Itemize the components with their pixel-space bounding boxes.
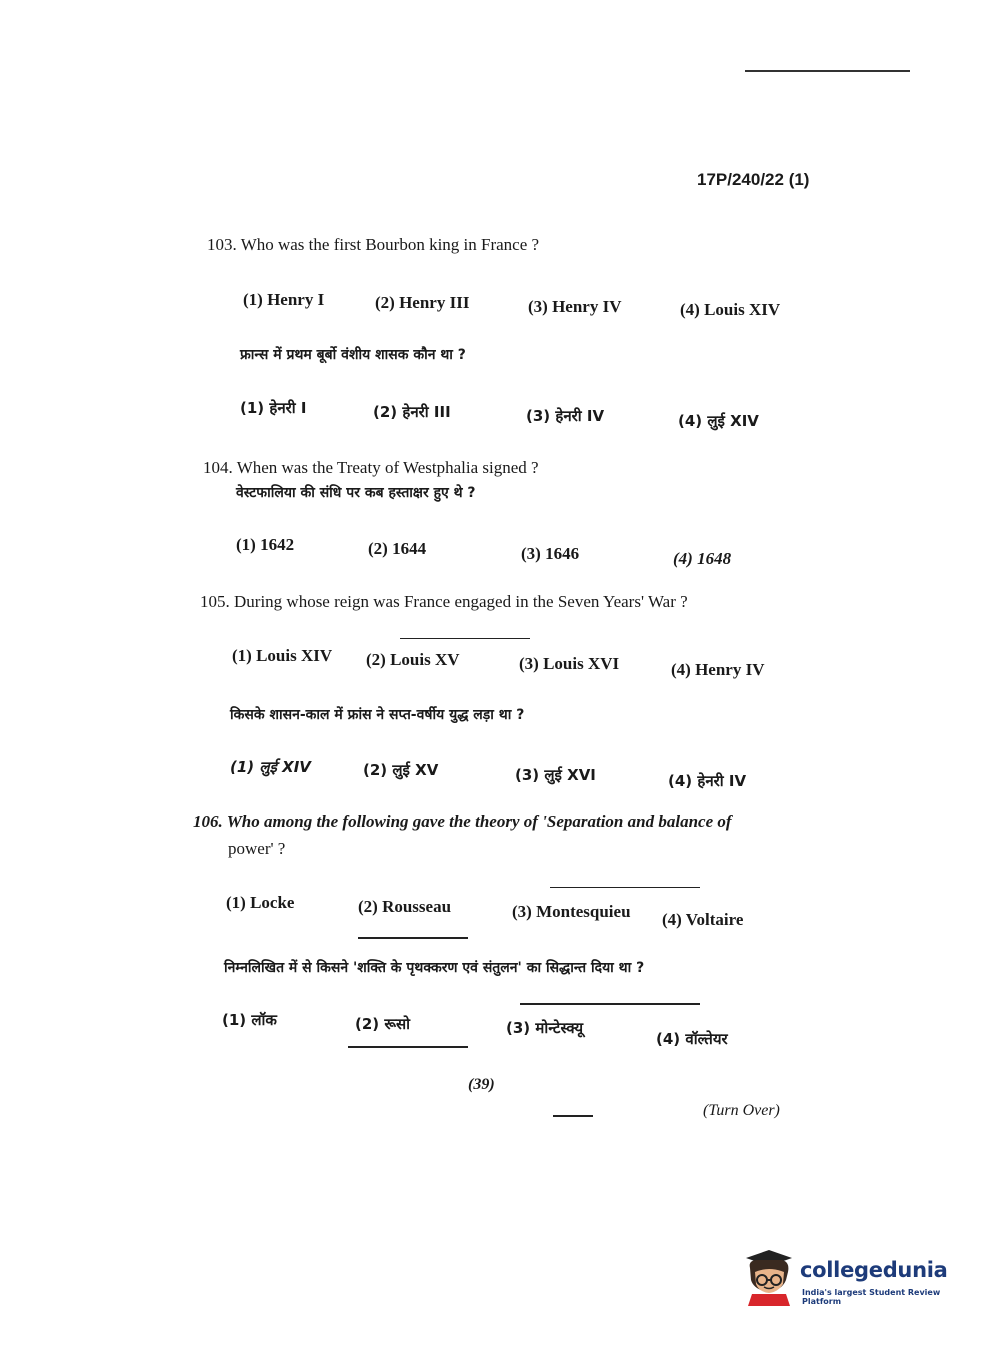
q106-hi-option-3: (3) मोन्टेस्क्यू [506,1019,584,1037]
q105-option-2: (2) Louis XV [366,650,460,669]
turn-over-note: (Turn Over) [703,1102,780,1119]
question-105-en: 105. During whose reign was France engaged in the Seven Years' War ? [200,592,688,611]
q103-option-4: (4) Louis XIV [680,300,781,319]
q103-option-2: (2) Henry III [375,293,470,312]
ink-smudge [358,937,468,939]
q106-option-1: (1) Locke [226,893,295,912]
q106-hi-option-1: (1) लॉक [222,1011,277,1029]
paper-code: 17P/240/22 (1) [697,170,810,189]
ink-smudge [348,1046,468,1048]
ink-smudge [520,1003,700,1005]
q106-hi-option-2: (2) रूसो [355,1015,411,1033]
q105-hi-option-4: (4) हेनरी IV [668,772,747,790]
mascot-icon [742,1250,796,1306]
q103-option-3: (3) Henry IV [528,297,622,316]
q104-option-2: (2) 1644 [368,539,427,558]
logo-wordmark: collegedunia [800,1258,948,1282]
q104-option-1: (1) 1642 [236,535,295,554]
q103-hi-option-3: (3) हेनरी IV [526,407,605,425]
top-rule [745,70,910,72]
question-106-en-line1: 106. Who among the following gave the theory of 'Separation and balance of [193,812,732,831]
q105-hi-option-3: (3) लुई XVI [515,766,596,784]
q103-hi-option-1: (1) हेनरी I [240,399,307,417]
logo-tagline: India's largest Student Review Platform [802,1288,941,1306]
q104-option-3: (3) 1646 [521,544,580,563]
question-103-hi: फ्रान्स में प्रथम बूर्बो वंशीय शासक कौन था ? [240,347,466,363]
q104-option-4: (4) 1648 [673,549,732,568]
q105-option-4: (4) Henry IV [671,660,765,679]
q103-hi-option-2: (2) हेनरी III [373,403,451,421]
page-number: (39) [468,1076,495,1093]
q105-hi-option-2: (2) लुई XV [363,761,439,779]
collegedunia-logo [742,1250,972,1310]
question-105-hi: किसके शासन-काल में फ्रांस ने सप्त-वर्षीय युद्ध लड़ा था ? [230,707,525,723]
q106-hi-option-4: (4) वॉल्तेयर [656,1030,728,1048]
ink-smudge [550,887,700,888]
q106-option-3: (3) Montesquieu [512,902,631,921]
ink-smudge [553,1115,593,1117]
question-106-en-line2: power' ? [228,839,286,858]
question-106-hi: निम्नलिखित में से किसने 'शक्ति के पृथक्करण एवं संतुलन' का सिद्धान्त दिया था ? [224,960,645,976]
ink-smudge [400,638,530,639]
q106-option-4: (4) Voltaire [662,910,744,929]
question-104-hi: वेस्टफालिया की संधि पर कब हस्ताक्षर हुए थे ? [236,485,476,501]
question-103-en: 103. Who was the first Bourbon king in France ? [207,235,540,254]
q105-option-3: (3) Louis XVI [519,654,620,673]
q105-hi-option-1: (1) लुई XIV [230,758,311,776]
q103-hi-option-4: (4) लुई XIV [678,412,759,430]
question-104-en: 104. When was the Treaty of Westphalia signed ? [203,458,539,477]
q103-option-1: (1) Henry I [243,290,325,309]
q106-option-2: (2) Rousseau [358,897,452,916]
q105-option-1: (1) Louis XIV [232,646,333,665]
